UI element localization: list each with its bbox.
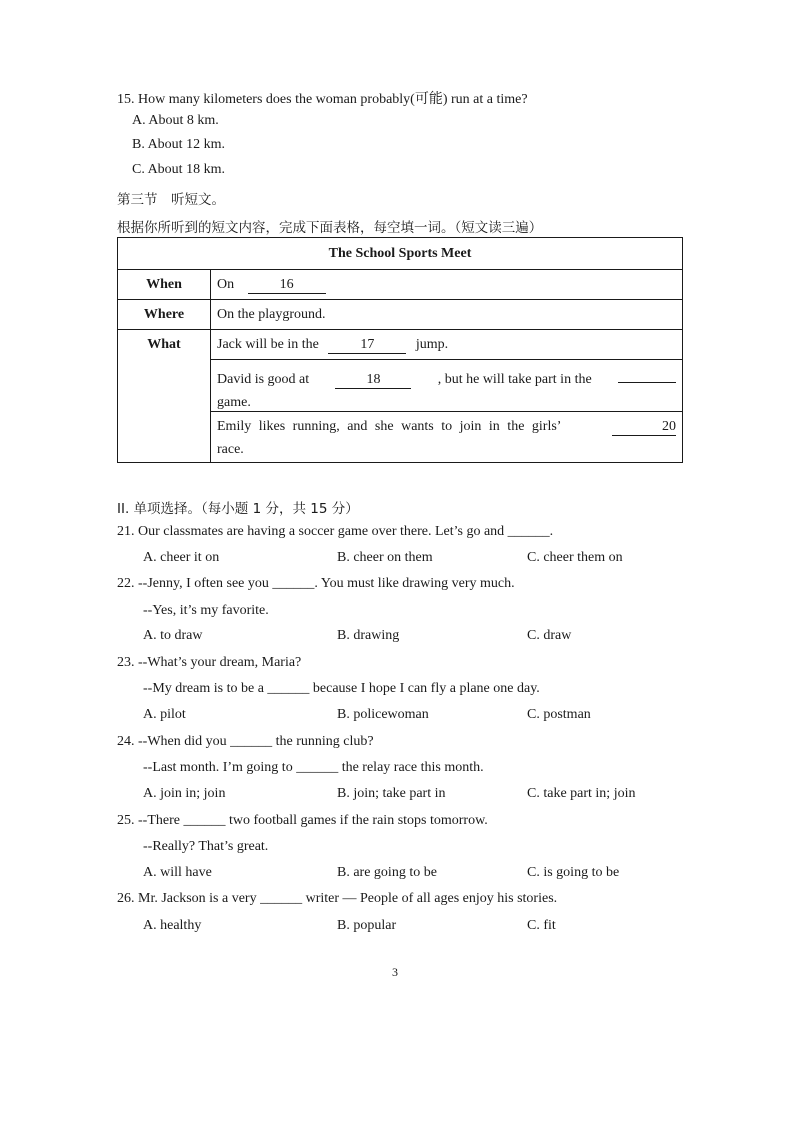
q21-stem: 21. Our classmates are having a soccer game over there. Let’s go and ______.: [117, 524, 554, 539]
q24-option-b: B. join; take part in: [337, 786, 446, 801]
section3-heading: 第三节 听短文。: [117, 192, 225, 208]
q26-option-b: B. popular: [337, 918, 397, 933]
when-row: [217, 277, 326, 294]
q22-option-b: B. drawing: [337, 628, 400, 643]
q25-reply: --Really? That’s great.: [143, 839, 269, 854]
where-value: On the playground.: [217, 307, 326, 322]
table-title: The School Sports Meet: [328, 246, 472, 261]
what-row-emily: [217, 419, 676, 458]
q22-option-a: A. to draw: [143, 628, 203, 643]
q22-option-c: C. draw: [527, 628, 572, 643]
q26-stem: 26. Mr. Jackson is a very ______ writer — People of all ages enjoy his stories.: [117, 891, 558, 906]
jack-text: Jack will be in the: [217, 337, 319, 352]
when-label: When: [146, 277, 182, 292]
david-text-c: game.: [217, 395, 251, 410]
q24-stem: 24. --When did you ______ the running club?: [117, 734, 374, 749]
jack-suffix: jump.: [415, 337, 449, 352]
david-text-b: , but he will take part in the: [437, 372, 592, 387]
q24-option-a: A. join in; join: [143, 786, 226, 801]
q21-option-b: B. cheer on them: [337, 550, 433, 565]
what-row-jack: [217, 337, 448, 354]
q21-option-a: A. cheer it on: [143, 550, 220, 565]
emily-text-a: Emily likes running, and she wants to join in the girls’: [217, 419, 562, 434]
blank-19: [618, 367, 676, 383]
q15-stem: 15. How many kilometers does the woman probably(可能) run at a time?: [117, 92, 528, 107]
q22-reply: --Yes, it’s my favorite.: [143, 603, 269, 618]
q24-reply: --Last month. I’m going to ______ the relay race this month.: [143, 760, 484, 775]
page-number: 3: [392, 965, 398, 979]
q21-option-c: C. cheer them on: [527, 550, 623, 565]
when-prefix: On: [217, 277, 235, 292]
q23-option-b: B. policewoman: [337, 707, 429, 722]
q23-option-a: A. pilot: [143, 707, 186, 722]
emily-text-b: race.: [217, 442, 244, 457]
blank-17: 17: [328, 338, 406, 354]
q25-stem: 25. --There ______ two football games if the rain stops tomorrow.: [117, 813, 488, 828]
q26-option-a: A. healthy: [143, 918, 202, 933]
part2-heading: II. 单项选择。（每小题 1 分，共 15 分）: [117, 501, 359, 517]
q15-option-c: C. About 18 km.: [132, 162, 225, 177]
q23-stem: 23. --What’s your dream, Maria?: [117, 655, 302, 670]
q26-option-c: C. fit: [527, 918, 556, 933]
blank-18: 18: [335, 373, 411, 389]
blank-16: 16: [248, 278, 326, 294]
q25-option-c: C. is going to be: [527, 865, 620, 880]
blank-20: 20: [612, 420, 676, 436]
q15-option-a: A. About 8 km.: [132, 113, 219, 128]
q24-option-c: C. take part in; join: [527, 786, 636, 801]
what-label: What: [147, 337, 181, 352]
q23-reply: --My dream is to be a ______ because I hope I can fly a plane one day.: [143, 681, 540, 696]
q23-option-c: C. postman: [527, 707, 591, 722]
sports-meet-table: [117, 237, 683, 463]
q15-option-b: B. About 12 km.: [132, 137, 225, 152]
q25-option-a: A. will have: [143, 865, 212, 880]
where-label: Where: [143, 307, 185, 322]
section3-instruction: 根据你所听到的短文内容，完成下面表格，每空填一词。（短文读三遍）: [117, 220, 543, 236]
q25-option-b: B. are going to be: [337, 865, 437, 880]
q22-stem: 22. --Jenny, I often see you ______. You must like drawing very much.: [117, 576, 515, 591]
what-row-david: [217, 367, 676, 411]
david-text-a: David is good at: [217, 372, 310, 387]
